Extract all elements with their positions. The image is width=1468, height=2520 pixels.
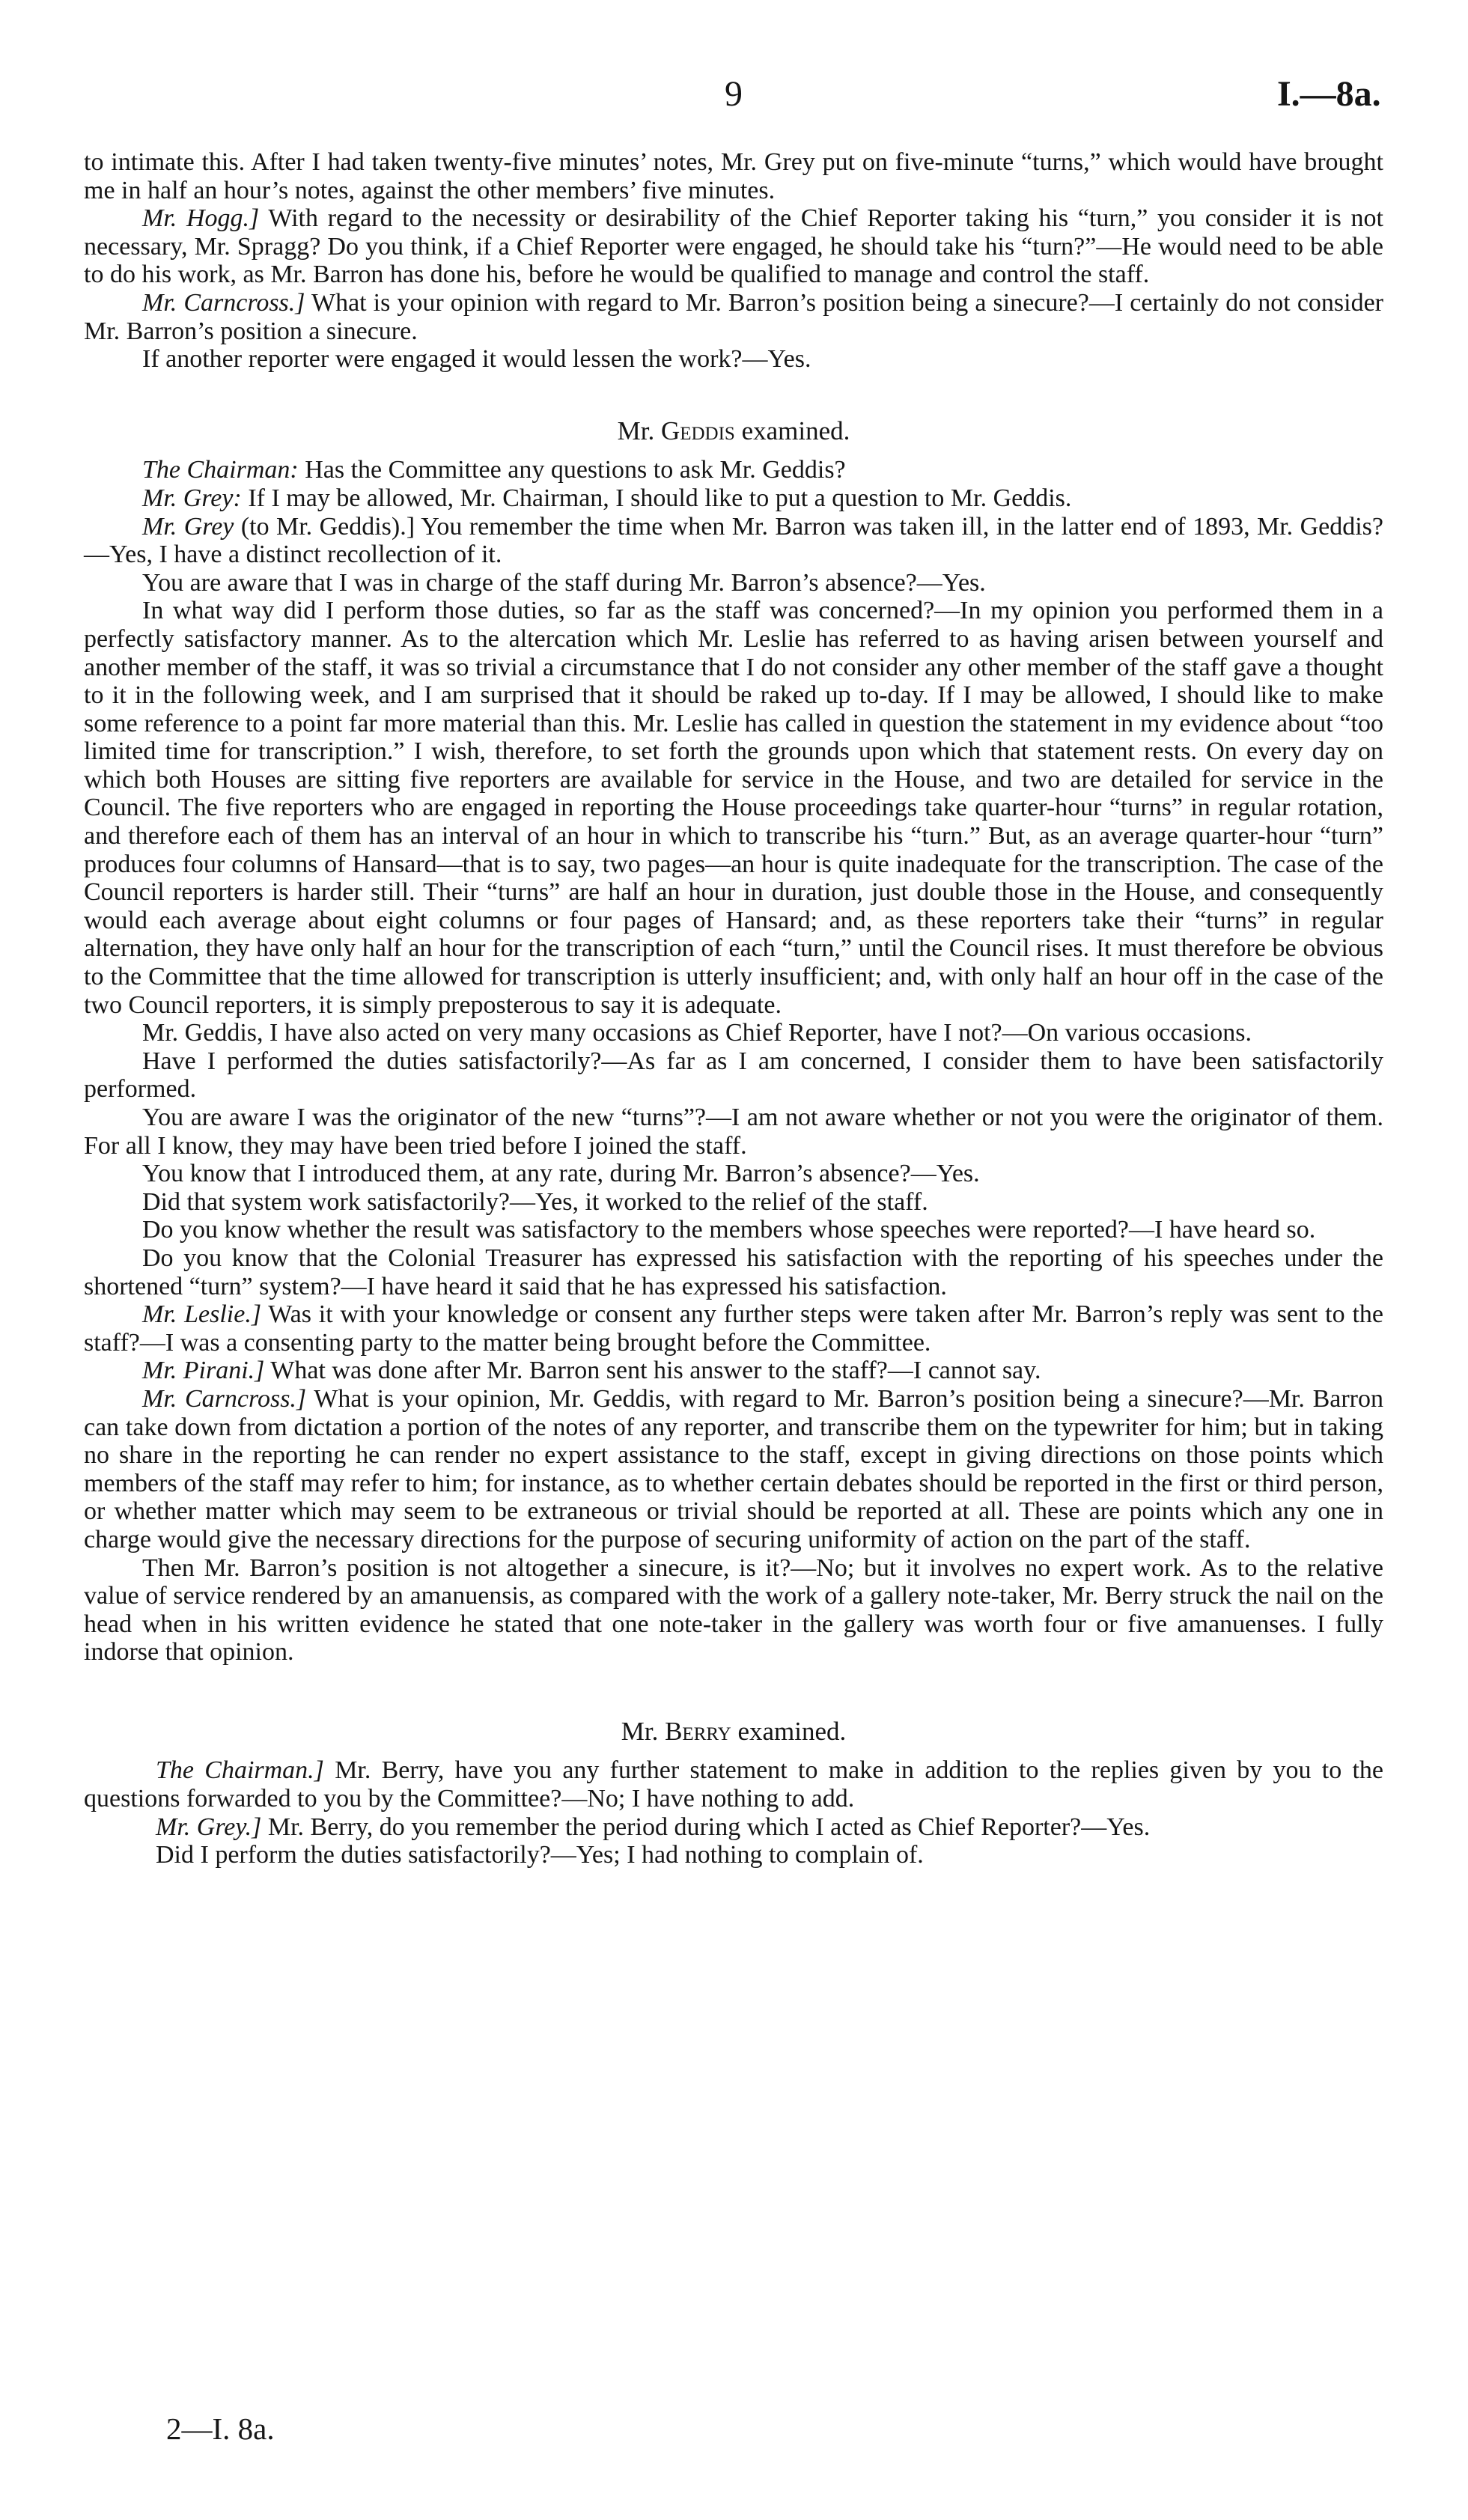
paragraph bbox=[84, 1244, 1383, 1300]
paragraph bbox=[84, 1841, 1383, 1869]
paragraph-text: Was it with your knowledge or consent any further steps were taken after Mr. Barron’s reply was sent to the staff?—I was a consenting party to the matter being brought before the Committee. bbox=[84, 1300, 1383, 1357]
speaker-label: Mr. Carncross.] bbox=[142, 1384, 307, 1413]
paragraph bbox=[84, 1047, 1383, 1104]
paper-reference: I.—8a. bbox=[1277, 74, 1381, 114]
heading-geddis-examined: Mr. Geddis examined. bbox=[617, 416, 850, 445]
paragraph bbox=[84, 1554, 1383, 1667]
paragraph bbox=[84, 1357, 1383, 1385]
paragraph bbox=[84, 1160, 1383, 1188]
speaker-label: Mr. Grey bbox=[142, 512, 234, 541]
speaker-label: Mr. Hogg.] bbox=[142, 204, 260, 233]
paragraph bbox=[84, 1188, 1383, 1217]
paragraph-text: What is your opinion, Mr. Geddis, with regard to Mr. Barron’s position being a sinecure?—Mr. Barron can take down from dictation a portion of the notes of any reporter, and transcribe them on the typewriter for him; but in taking no share in the reporting he can render no expert assistance to the staff, except in giving directions on those points which members of the staff may refer to him; for instance, as to whether certain debates should be reported in the first or third person, or whether matter which may seem to be extraneous or trivial should be reported at all. These are points which any one in charge would give the necessary directions for the purpose of securing uniformity of action on the part of the staff. bbox=[84, 1384, 1383, 1553]
paragraph-text: Mr. Berry, have you any further statement to make in addition to the replies given by you to the questions forwarded to you by the Committee?—No; I have nothing to add. bbox=[84, 1756, 1384, 1813]
paragraph bbox=[84, 1300, 1383, 1357]
paragraph bbox=[84, 204, 1383, 289]
paragraph-text: Then Mr. Barron’s position is not altogether a sinecure, is it?—No; but it involves no expert work. As to the relative value of service rendered by an amanuensis, as compared with the work of a gallery note-taker, Mr. Berry struck the nail on the head when in his written evidence he stated that one note-taker in the gallery was worth four or five amanuenses. I fully indorse that opinion. bbox=[84, 1553, 1383, 1667]
paragraph-text: Do you know whether the result was satisfactory to the members whose speeches were reported?—I have heard so. bbox=[142, 1216, 1316, 1244]
paragraph-text: If another reporter were engaged it would lessen the work?—Yes. bbox=[142, 345, 811, 374]
paragraph bbox=[84, 148, 1383, 204]
paragraph bbox=[84, 1019, 1383, 1047]
paragraph bbox=[84, 1216, 1383, 1244]
paragraph bbox=[84, 456, 1383, 484]
paragraph-text: You know that I introduced them, at any rate, during Mr. Barron’s absence?—Yes. bbox=[142, 1160, 980, 1188]
paragraph-text: Have I performed the duties satisfactorily?—As far as I am concerned, I consider them to have been satisfactorily performed. bbox=[84, 1047, 1383, 1104]
speaker-label: Mr. Grey: bbox=[142, 484, 242, 512]
paragraph bbox=[84, 289, 1383, 345]
section-geddis bbox=[84, 456, 1383, 1667]
speaker-label: The Chairman: bbox=[142, 456, 299, 484]
paragraph-text: Did I perform the duties satisfactorily?—Yes; I had nothing to complain of. bbox=[156, 1841, 924, 1869]
paragraph-text: to intimate this. After I had taken twenty-five minutes’ notes, Mr. Grey put on five-minute “turns,” which would have brought me in half an hour’s notes, against the other members’ five minutes. bbox=[84, 148, 1383, 204]
paragraph bbox=[84, 1104, 1383, 1160]
speaker-label: Mr. Carncross.] bbox=[142, 288, 305, 317]
paragraph bbox=[84, 597, 1383, 1019]
paragraph-text: What is your opinion with regard to Mr. Barron’s position being a sinecure?—I certainly do not consider Mr. Barron’s position a sinecure. bbox=[84, 288, 1384, 345]
paragraph-text: What was done after Mr. Barron sent his answer to the staff?—I cannot say. bbox=[264, 1357, 1041, 1385]
paragraph bbox=[84, 1813, 1383, 1842]
paragraph-text: Mr. Geddis, I have also acted on very many occasions as Chief Reporter, have I not?—On various occasions. bbox=[142, 1019, 1252, 1047]
speaker-label: The Chairman.] bbox=[156, 1756, 324, 1785]
paragraph-text: You are aware that I was in charge of the staff during Mr. Barron’s absence?—Yes. bbox=[142, 568, 986, 597]
paragraph bbox=[84, 345, 1383, 374]
paragraph-text: Do you know that the Colonial Treasurer has expressed his satisfaction with the reporting of his speeches under the shortened “turn” system?—I have heard it said that he has expressed his satisfaction. bbox=[84, 1244, 1383, 1300]
paragraph-text: In what way did I perform those duties, so far as the staff was concerned?—In my opinion you performed them in a perfectly satisfactory manner. As to the altercation which Mr. Leslie has referred to as having arisen between yourself and another member of the staff, it was so trivial a circumstance that I do not consider any other member of the staff gave a thought to it in the following week, and I am surprised that it should be raked up to-day. If I may be allowed, I should like to make some reference to a point far more material than this. Mr. Leslie has called in question the statement in my evidence about “too limited time for transcription.” I wish, therefore, to set forth the grounds upon which that statement rests. On every day on which both Houses are sitting five reporters are available for service in the House, and two are detailed for service in the Council. The five reporters who are engaged in reporting the House proceedings take quarter-hour “turns” in regular rotation, and therefore each of them has an interval of an hour in which to transcribe his “turn.” But, as an average quarter-hour “turn” produces four columns of Hansard—that is to say, two pages—an hour is quite inadequate for the transcription. The case of the Council reporters is harder still. Their “turns” are half an hour in duration, just double those in the House, and consequently would each average about eight columns or four pages of Hansard; and, as these reporters take their “turns” in regular alternation, they have only half an hour for the transcription of each “turn,” until the Council rises. It must therefore be obvious to the Committee that the time allowed for transcription is utterly insufficient; and, with only half an hour off in the case of the two Council reporters, it is simply preposterous to say it is adequate. bbox=[84, 597, 1383, 1019]
speaker-label: Mr. Grey.] bbox=[156, 1813, 262, 1841]
paragraph-text: Has the Committee any questions to ask Mr. Geddis? bbox=[298, 456, 846, 484]
speaker-label: Mr. Leslie.] bbox=[142, 1300, 262, 1329]
section-berry bbox=[84, 1756, 1383, 1869]
paragraph bbox=[84, 569, 1383, 597]
heading-berry-examined: Mr. Berry examined. bbox=[621, 1716, 847, 1746]
signature-mark: 2—I. 8a. bbox=[166, 2411, 275, 2446]
paragraph-text: (to Mr. Geddis).] You remember the time when Mr. Barron was taken ill, in the latter end of 1893, Mr. Geddis?—Yes, I have a distinct recollection of it. bbox=[84, 512, 1383, 569]
paragraph bbox=[84, 484, 1383, 513]
page-number: 9 bbox=[725, 74, 743, 114]
paragraph bbox=[84, 513, 1383, 569]
body-text bbox=[84, 148, 1383, 1869]
section-spragg-continued bbox=[84, 148, 1383, 374]
paragraph-text: You are aware I was the originator of the new “turns”?—I am not aware whether or not you were the originator of them. For all I know, they may have been tried before I joined the staff. bbox=[84, 1104, 1383, 1160]
paragraph bbox=[84, 1385, 1383, 1554]
paragraph-text: With regard to the necessity or desirability of the Chief Reporter taking his “turn,” you consider it is not necessary, Mr. Spragg? Do you think, if a Chief Reporter were engaged, he should take his “turn?”—He would need to be able to do his work, as Mr. Barron has done his, before he would be qualified to manage and control the staff. bbox=[84, 204, 1384, 289]
paragraph-text: Mr. Berry, do you remember the period during which I acted as Chief Reporter?—Yes. bbox=[261, 1813, 1151, 1841]
speaker-label: Mr. Pirani.] bbox=[142, 1357, 265, 1385]
paragraph bbox=[84, 1756, 1383, 1813]
paragraph-text: Did that system work satisfactorily?—Yes, it worked to the relief of the staff. bbox=[142, 1187, 928, 1216]
paragraph-text: If I may be allowed, Mr. Chairman, I should like to put a question to Mr. Geddis. bbox=[241, 484, 1072, 512]
